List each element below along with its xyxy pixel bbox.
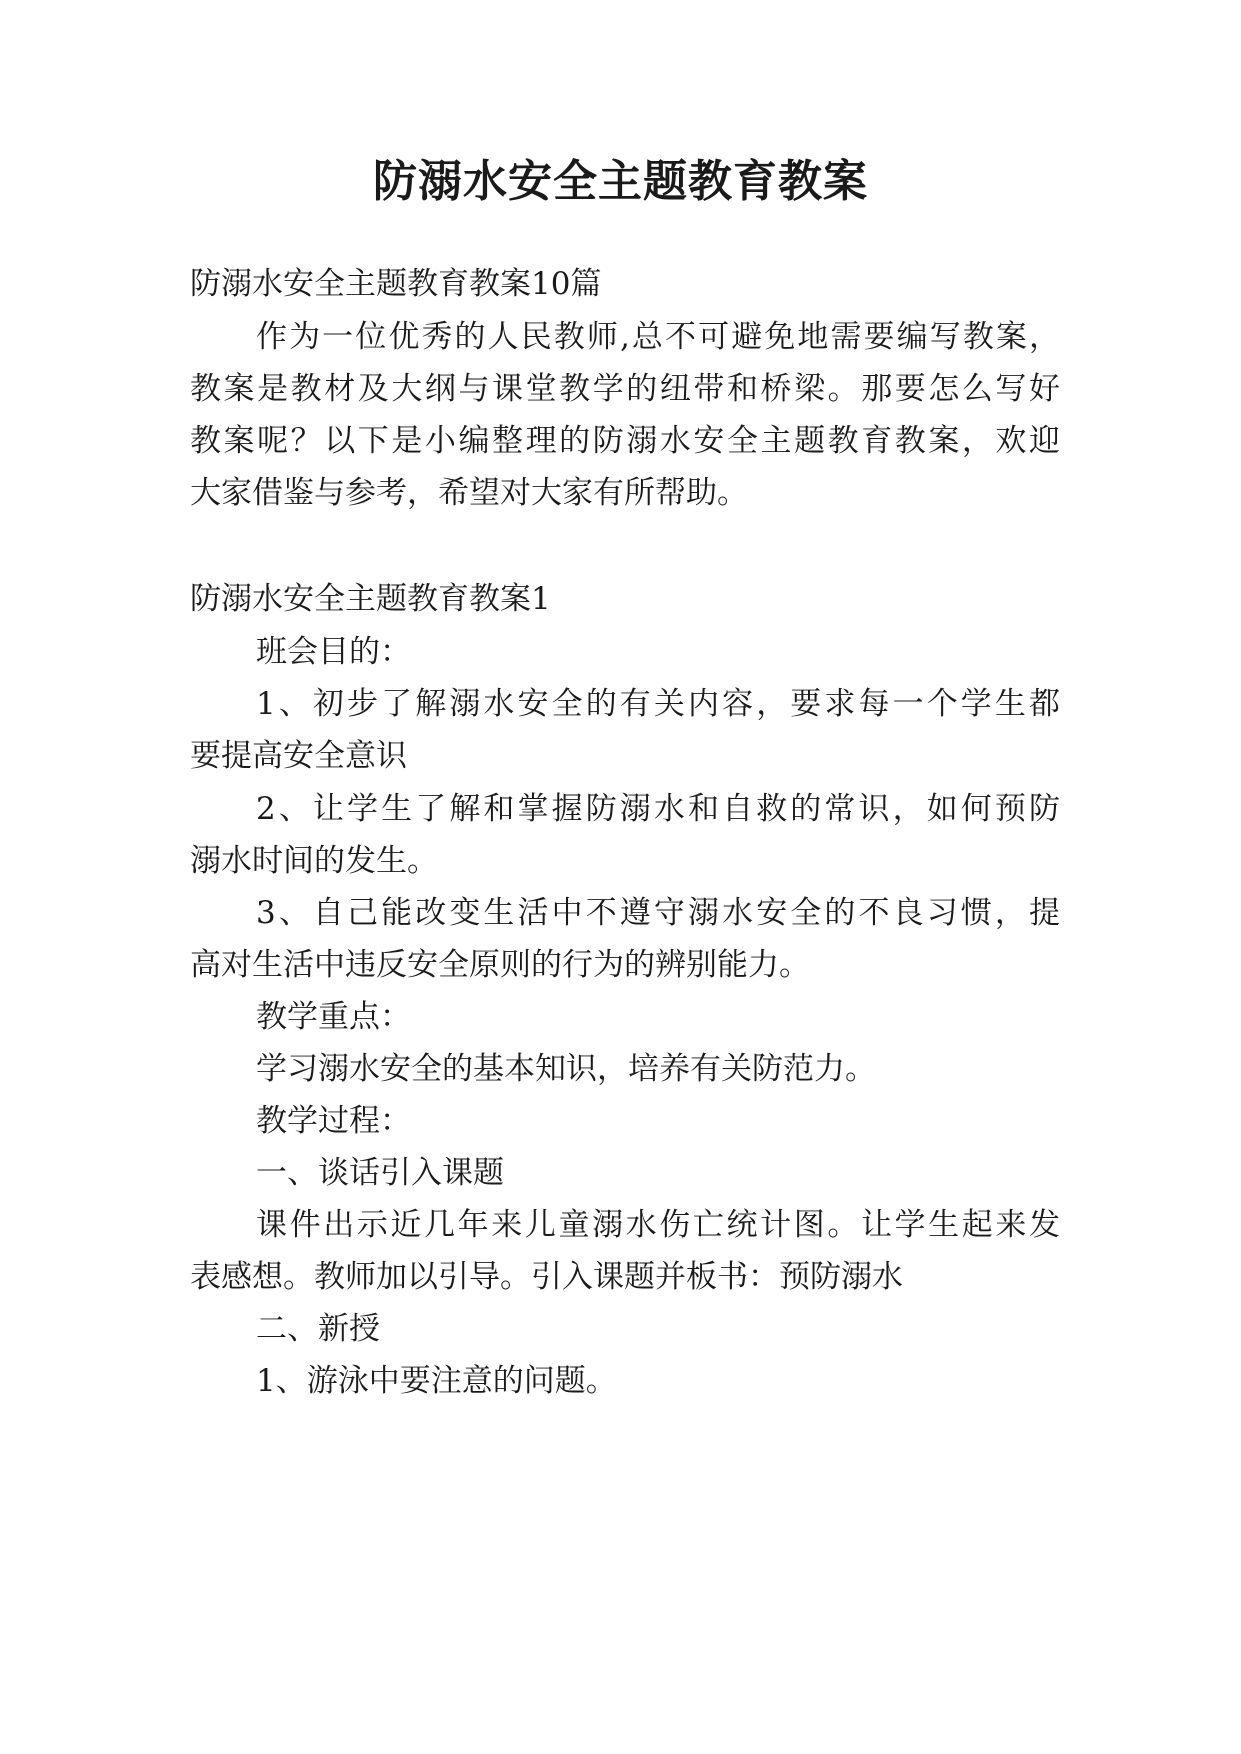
goal-item-continued: 高对生活中违反安全原则的行为的辨别能力。 (190, 947, 810, 983)
intro-line: 作为一位优秀的人民教师,总不可避免地需要编写教案， (256, 319, 1060, 355)
document-title: 防溺水安全主题教育教案 (373, 156, 868, 207)
step-item: 1、游泳中要注意的问题。 (256, 1363, 617, 1399)
document-subtitle: 防溺水安全主题教育教案10篇 (190, 266, 602, 302)
step-text-continued: 表感想。教师加以引导。引入课题并板书：预防溺水 (190, 1259, 903, 1295)
goals-label: 班会目的： (256, 634, 411, 670)
step-heading: 二、新授 (256, 1311, 380, 1347)
focus-label: 教学重点： (256, 999, 411, 1035)
goal-item-continued: 要提高安全意识 (190, 738, 407, 774)
goal-item-continued: 溺水时间的发生。 (190, 843, 438, 879)
process-label: 教学过程： (256, 1103, 411, 1139)
goal-item: 3、自己能改变生活中不遵守溺水安全的不良习惯，提 (256, 895, 1060, 931)
focus-text: 学习溺水安全的基本知识，培养有关防范力。 (256, 1051, 876, 1087)
goal-item: 1、初步了解溺水安全的有关内容，要求每一个学生都 (256, 686, 1060, 722)
intro-line: 教案是教材及大纲与课堂教学的纽带和桥梁。那要怎么写好 (190, 371, 1060, 407)
intro-line: 教案呢？以下是小编整理的防溺水安全主题教育教案，欢迎 (190, 423, 1060, 459)
step-text: 课件出示近几年来儿童溺水伤亡统计图。让学生起来发 (256, 1207, 1060, 1243)
section-heading: 防溺水安全主题教育教案1 (190, 581, 551, 617)
intro-line: 大家借鉴与参考，希望对大家有所帮助。 (190, 475, 748, 511)
step-heading: 一、谈话引入课题 (256, 1155, 504, 1191)
goal-item: 2、让学生了解和掌握防溺水和自救的常识，如何预防 (256, 791, 1060, 827)
